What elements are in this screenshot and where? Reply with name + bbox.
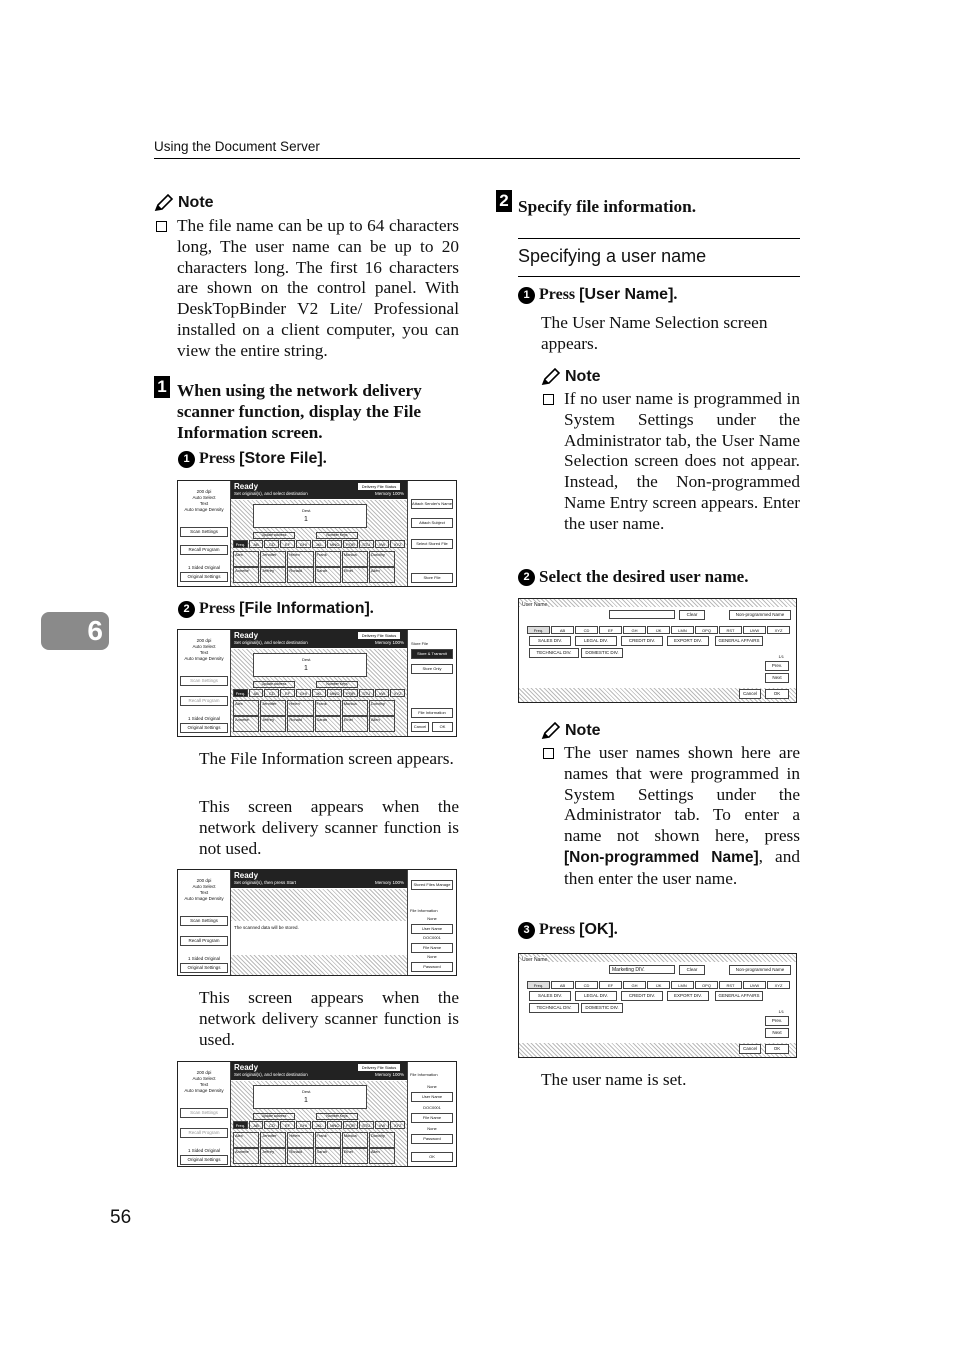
- destination-key[interactable]: Dorothy: [369, 1132, 395, 1148]
- destination-key[interactable]: Ronald: [287, 1148, 313, 1164]
- un-ok-button[interactable]: OK: [765, 689, 789, 699]
- destination-key[interactable]: Annette: [233, 1148, 259, 1164]
- destination-key[interactable]: Dorothy: [369, 700, 395, 716]
- cancel-button[interactable]: Cancel: [411, 722, 429, 732]
- screen-tab[interactable]: STU: [359, 1121, 374, 1129]
- pencil-icon: [154, 194, 174, 212]
- user-name-tab[interactable]: EF: [599, 981, 622, 989]
- screen-tab[interactable]: CD: [264, 1121, 279, 1129]
- user-name-tab[interactable]: UVW: [743, 981, 766, 989]
- clear-button[interactable]: Clear: [679, 610, 705, 620]
- checkbox-bullet-icon: [543, 394, 554, 405]
- user-name-tab[interactable]: Freq.: [527, 981, 550, 989]
- screen-tab[interactable]: AB: [249, 1121, 264, 1129]
- user-name-tab[interactable]: AB: [551, 981, 574, 989]
- pencil-icon: [541, 722, 561, 740]
- attach-sender-button[interactable]: Attach Sender's Name: [411, 499, 453, 509]
- user-name-field[interactable]: [609, 610, 675, 619]
- user-name-tab[interactable]: GH: [623, 981, 646, 989]
- user-name-tab[interactable]: UVW: [743, 626, 766, 634]
- screen-scanner-main: 200 dpi Auto Select Text Auto Image Density Scan Settings Recall Program 1 Sided Original Original Settings Ready Set original(s), and select destination Delivery File Status Memory 100% Dest. 1 Update address Number Keys Freq. AB CD EF GHI JKL MNO PQR STU VW XYZ Alex Jennifer Helen Frank Monica Dorothy Annette Jeffrey Ronald Sarah Ethel Allen Attach Sender's Name Attach Subject Select Stored File Store File: [177, 480, 457, 587]
- screen-tab[interactable]: MNO: [327, 540, 342, 548]
- section-title: Specifying a user name: [518, 246, 707, 266]
- user-name-tab[interactable]: OPQ: [695, 626, 718, 634]
- user-name-field-filled[interactable]: Marketing DIV.: [609, 965, 675, 974]
- user-name-tab[interactable]: AB: [551, 626, 574, 634]
- destination-key[interactable]: Frank: [315, 700, 341, 716]
- screen-file-info-used: 200 dpi Auto Select Text Auto Image Density Scan Settings Recall Program 1 Sided Original Original Settings Ready Set original(s), and select destination Delivery File Status Memory 100% Dest. 1 Update address Number Keys Freq. AB CD EF GHI JKL MNO PQR STU VW XYZ Alex Jennifer Helen Frank Monica Dorothy Annette Jeffrey Ronald Sarah Ethel Allen File Information None User Name DOC0001 File Name None Password OK: [177, 1061, 457, 1167]
- substep-press-file-information: 2 Press [File Information].: [178, 600, 374, 618]
- non-programmed-name-button[interactable]: Non-programmed Name: [729, 610, 791, 620]
- screen-tab[interactable]: GHI: [296, 689, 311, 697]
- step-number-1: 1: [154, 376, 170, 398]
- destination-key[interactable]: Monica: [342, 700, 368, 716]
- user-name-tab[interactable]: XYZ: [767, 626, 790, 634]
- screen-tab[interactable]: PQR: [343, 1121, 358, 1129]
- screen-tab[interactable]: GHI: [296, 540, 311, 548]
- user-name-tab[interactable]: RST: [719, 981, 742, 989]
- screen-tab[interactable]: EF: [280, 1121, 295, 1129]
- screen-user-name-set: User Name Marketing DIV. Clear Non-programmed Name Freq. AB CD EF GH IJK LMN OPQ RST UVW XYZ SALES DIV. LEGAL DIV. CREDIT DIV. EXPORT DIV. GENERAL AFFAIRS TECHNICAL DIV. DOMESTIC DIV. 1/1 Prev. Next Cancel OK: [518, 953, 797, 1058]
- screen-tab[interactable]: AB: [249, 540, 264, 548]
- ok-button[interactable]: OK: [432, 722, 453, 732]
- user-name-tab[interactable]: IJK: [647, 981, 670, 989]
- destination-key[interactable]: Jeffrey: [260, 716, 286, 732]
- destination-key[interactable]: Frank: [315, 1132, 341, 1148]
- user-name-tab[interactable]: RST: [719, 626, 742, 634]
- destination-key[interactable]: Jeffrey: [260, 1148, 286, 1164]
- destination-key[interactable]: Monica: [342, 1132, 368, 1148]
- screen-tab[interactable]: JKL: [312, 689, 327, 697]
- user-name-tab[interactable]: EF: [599, 626, 622, 634]
- destination-key[interactable]: Sarah: [315, 567, 341, 583]
- screen-tab[interactable]: CD: [264, 540, 279, 548]
- destination-key[interactable]: Sarah: [315, 716, 341, 732]
- screen-store-file: 200 dpi Auto Select Text Auto Image Density Scan Settings Recall Program 1 Sided Original Original Settings Ready Set original(s), and select destination Delivery File Status Memory 100% Dest. 1 Update address Number Keys Freq. AB CD EF GHI JKL MNO PQR STU VW XYZ Alex Jennifer Helen Frank Monica Dorothy Annette Jeffrey Ronald Sarah Ethel Allen Store File Store & Transmit Store Only File Information Cancel OK: [177, 629, 457, 737]
- user-name-tab[interactable]: CD: [575, 981, 598, 989]
- substep-select-user-name: 2 Select the desired user name.: [518, 567, 748, 587]
- user-name-tab[interactable]: Freq.: [527, 626, 550, 634]
- user-name-tab[interactable]: OPQ: [695, 981, 718, 989]
- section-rule-top: [518, 238, 800, 239]
- store-file-button[interactable]: Store File: [411, 573, 453, 583]
- screen-tab[interactable]: JKL: [312, 1121, 327, 1129]
- destination-key[interactable]: Dorothy: [369, 551, 395, 567]
- store-transmit-button[interactable]: Store & Transmit: [411, 649, 453, 659]
- next-button[interactable]: Next: [765, 673, 789, 683]
- recall-program-button[interactable]: Recall Program: [180, 545, 228, 555]
- checkbox-bullet-icon: [156, 221, 167, 232]
- user-name-tab[interactable]: GH: [623, 626, 646, 634]
- note-heading: Note: [154, 194, 459, 212]
- screen-tab[interactable]: STU: [359, 540, 374, 548]
- scan-settings-button[interactable]: Scan Settings: [180, 527, 228, 537]
- screen-tab[interactable]: XYZ: [390, 1121, 405, 1129]
- screen-tab[interactable]: STU: [359, 689, 374, 697]
- file-name-button[interactable]: File Name: [411, 943, 453, 953]
- un-cancel-button[interactable]: Cancel: [739, 689, 761, 699]
- running-header: Using the Document Server: [154, 139, 320, 154]
- screen-tab[interactable]: Freq.: [233, 1121, 248, 1129]
- header-rule: [154, 158, 800, 159]
- screen-tab[interactable]: GHI: [296, 1121, 311, 1129]
- original-settings-button[interactable]: Original Settings: [180, 572, 228, 582]
- para-file-info-appears: The File Information screen appears.: [199, 749, 454, 768]
- screen-tab[interactable]: VW: [375, 689, 390, 697]
- user-name-button[interactable]: User Name: [411, 924, 453, 934]
- destination-key[interactable]: Helen: [287, 1132, 313, 1148]
- user-name-tab[interactable]: LMN: [671, 981, 694, 989]
- prev-button[interactable]: Prev.: [765, 661, 789, 671]
- destination-key[interactable]: Ronald: [287, 567, 313, 583]
- note-block-2: Note If no user name is programmed in System Settings under the Administrator tab, the User Name Selection screen does not appear. Instead, the Non-programmed Name Entry screen appears. Enter the user name.: [541, 368, 800, 535]
- substep-press-store-file: 1 Press [Store File].: [178, 450, 327, 468]
- substep-press-user-name: 1 Press [User Name].: [518, 286, 677, 304]
- para-user-name-set: The user name is set.: [541, 1070, 687, 1089]
- screen-tab[interactable]: VW: [375, 1121, 390, 1129]
- destination-key[interactable]: Jennifer: [260, 700, 286, 716]
- note-text-1: The file name can be up to 64 characters long, The user name can be up to 20 characters long. The first 16 characters are shown on the control panel. With DeskTopBinder V2 Lite/ Professional installed on a client computer, you can view the entire string.: [154, 216, 459, 362]
- note-block-1: [154, 194, 459, 362]
- screen-tab[interactable]: EF: [280, 540, 295, 548]
- pencil-icon: [541, 368, 561, 386]
- destination-key[interactable]: Ethel: [342, 1148, 368, 1164]
- user-name-tab[interactable]: XYZ: [767, 981, 790, 989]
- destination-key[interactable]: Frank: [315, 551, 341, 567]
- destination-key[interactable]: Helen: [287, 551, 313, 567]
- destination-key[interactable]: Annette: [233, 716, 259, 732]
- screen-tab[interactable]: MNO: [327, 1121, 342, 1129]
- screen-tab[interactable]: Freq.: [233, 689, 248, 697]
- destination-key[interactable]: Ronald: [287, 716, 313, 732]
- step-number-2: 2: [496, 190, 512, 212]
- destination-key[interactable]: Jennifer: [260, 1132, 286, 1148]
- substep-press-ok: 3 Press [OK].: [518, 921, 618, 939]
- screen-tab[interactable]: PQR: [343, 689, 358, 697]
- section-rule-bottom: [518, 276, 800, 277]
- password-button[interactable]: Password: [411, 962, 453, 972]
- destination-key[interactable]: Alex: [233, 700, 259, 716]
- destination-key[interactable]: Alex: [233, 1132, 259, 1148]
- para-not-used: This screen appears when the network delivery scanner function is not used.: [199, 797, 459, 858]
- screen-tab[interactable]: MNO: [327, 689, 342, 697]
- screen-user-name-selection: User Name Clear Non-programmed Name Freq. AB CD EF GH IJK LMN OPQ RST UVW XYZ SALES DIV. LEGAL DIV. CREDIT DIV. EXPORT DIV. GENERAL AFFAIRS TECHNICAL DIV. DOMESTIC DIV. 1/1 Prev. Next Cancel OK: [518, 598, 797, 703]
- destination-key[interactable]: Ethel: [342, 716, 368, 732]
- para-selection-appears: The User Name Selection screen appears.: [541, 313, 768, 353]
- chapter-tab: 6: [41, 612, 109, 650]
- screen-tab[interactable]: AB: [249, 689, 264, 697]
- screen-tab[interactable]: XYZ: [390, 689, 405, 697]
- destination-key[interactable]: Allen: [369, 1148, 395, 1164]
- screen-tab[interactable]: Freq.: [233, 540, 248, 548]
- screen-tab[interactable]: JKL: [312, 540, 327, 548]
- attach-subject-button[interactable]: Attach Subject: [411, 518, 453, 528]
- user-name-tab[interactable]: CD: [575, 626, 598, 634]
- checkbox-bullet-icon: [543, 748, 554, 759]
- page-number: 56: [110, 1207, 132, 1228]
- screen-tab[interactable]: CD: [264, 689, 279, 697]
- note-block-3: Note The user names shown here are names that were programmed in System Settings under the Administrator tab. To enter a name not shown here, press [Non-programmed Name], and then enter the user name.: [541, 722, 800, 890]
- screen-file-info-not-used: 200 dpi Auto Select Text Auto Image Density Scan Settings Recall Program 1 Sided Original Original Settings Ready Set original(s), then press Start Memory 100% The scanned data will be stored. Stored Files Manage File Information None User Name DOC0001 File Name None Password: [177, 869, 457, 976]
- destination-key[interactable]: Sarah: [315, 1148, 341, 1164]
- destination-key[interactable]: Ethel: [342, 567, 368, 583]
- destination-key[interactable]: Allen: [369, 716, 395, 732]
- step-2-text: Specify file information.: [518, 197, 697, 216]
- step-1-text: When using the network delivery scanner function, display the File Information screen.: [177, 381, 422, 442]
- destination-key[interactable]: Annette: [233, 567, 259, 583]
- destination-key[interactable]: Monica: [342, 551, 368, 567]
- destination-key[interactable]: Jennifer: [260, 551, 286, 567]
- file-information-button[interactable]: File Information: [411, 708, 453, 718]
- screen-tab[interactable]: VW: [375, 540, 390, 548]
- destination-key[interactable]: Allen: [369, 567, 395, 583]
- destination-key[interactable]: Jeffrey: [260, 567, 286, 583]
- destination-key[interactable]: Helen: [287, 700, 313, 716]
- store-only-button[interactable]: Store Only: [411, 664, 453, 674]
- para-used: This screen appears when the network delivery scanner function is used.: [199, 988, 459, 1049]
- user-name-tab[interactable]: IJK: [647, 626, 670, 634]
- select-stored-file-button[interactable]: Select Stored File: [411, 539, 453, 549]
- screen-tab[interactable]: XYZ: [390, 540, 405, 548]
- user-name-tab[interactable]: LMN: [671, 626, 694, 634]
- screen-tab[interactable]: EF: [280, 689, 295, 697]
- screen-tab[interactable]: PQR: [343, 540, 358, 548]
- destination-key[interactable]: Alex: [233, 551, 259, 567]
